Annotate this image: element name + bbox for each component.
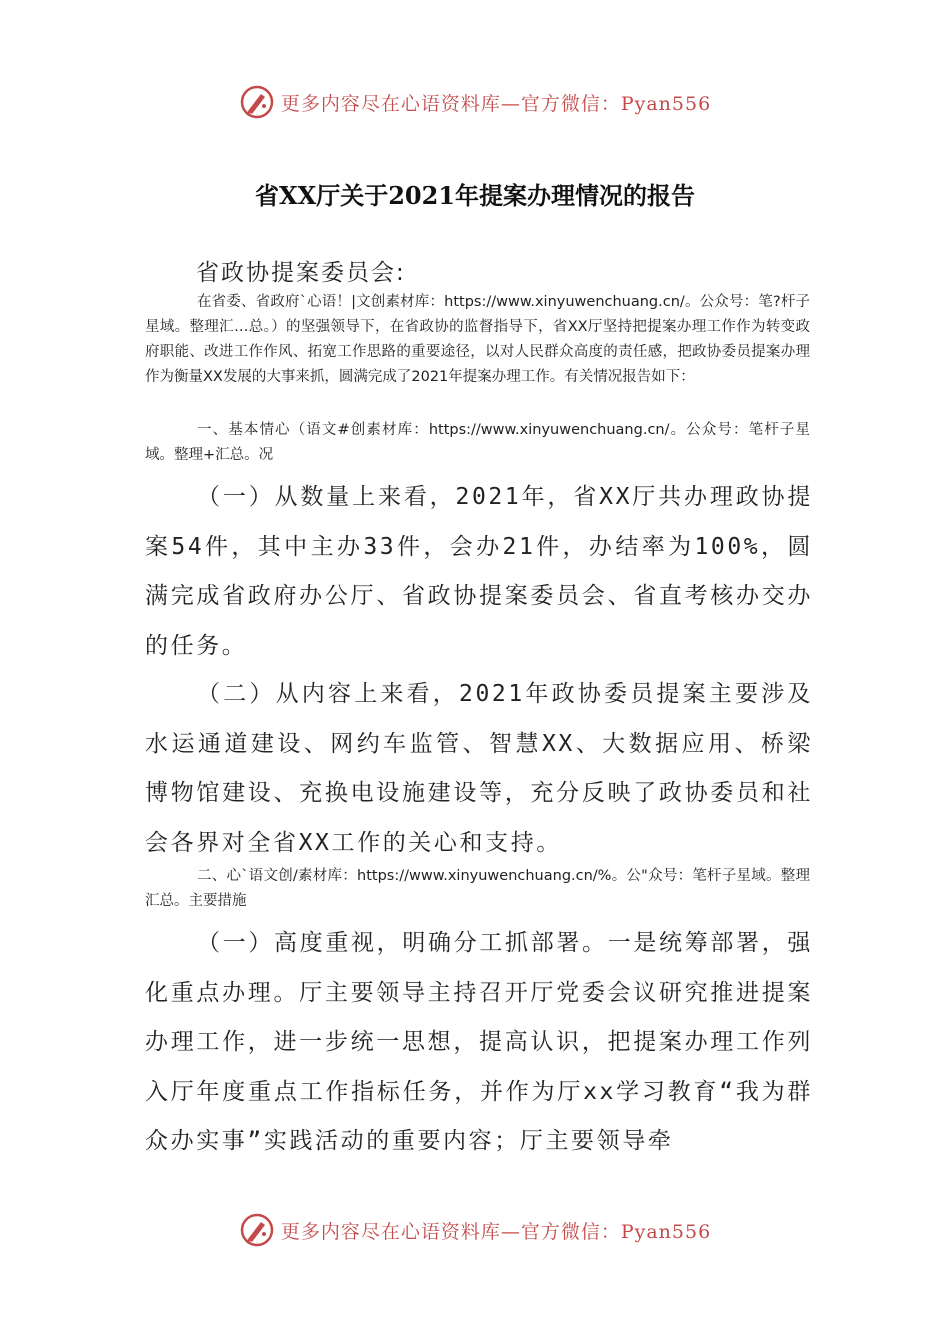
section1-heading: 一、基本情心（语文#创素材库：https://www.xinyuwenchuang.cn/。公众号：笔杆子星域。整理+汇总。况 — [145, 422, 810, 463]
document-title: 省XX厅关于2021年提案办理情况的报告 — [254, 181, 696, 210]
section1-paragraph-quantity: （一）从数量上来看，2021年，省XX厅共办理政协提案54件，其中主办33件，会办21件，办结率为100%，圆满完成省政府办公厅、省政协提案委员会、省直考核办交办的任务。 — [145, 484, 813, 659]
section1-paragraph-content: （二）从内容上来看，2021年政协委员提案主要涉及水运通道建设、网约车监管、智慧XX、大数据应用、桥梁博物馆建设、充换电设施建设等，充分反映了政协委员和社会各界对全省XX工作的关心和支持。 — [145, 681, 813, 856]
intro-paragraph: 在省委、省政府`心语！|文创素材库：https://www.xinyuwenchuang.cn/。公众号：笔?杆子星域。整理汇…总。）的坚强领导下，在省政协的监督指导下，省XX厅坚持把提案办理工作作为转变政府职能、改进工作作风、拓宽工作思路的重要途径，以对人民群众高度的责任感，把政协委员提案办理作为衡量XX发展的大事来抓，圆满完成了2021年提案办理工作。有关情况报告如下： — [145, 294, 810, 385]
watermark-banner-top — [0, 84, 950, 120]
section2-paragraph-measures: （一）高度重视，明确分工抓部署。一是统筹部署，强化重点办理。厅主要领导主持召开厅党委会议研究推进提案办理工作，进一步统一思想，提高认识，把提案办理工作列入厅年度重点工作指标任务，并作为厅xx学习教育“我为群众办实事”实践活动的重要内容；厅主要领导牵 — [145, 930, 813, 1154]
watermark-banner-bottom — [0, 1212, 950, 1248]
watermark-text: 更多内容尽在心语资料库—官方微信：Pyan556 — [280, 92, 712, 115]
watermark-text: 更多内容尽在心语资料库—官方微信：Pyan556 — [280, 1220, 712, 1243]
section2-heading: 二、心`语文创/素材库：https://www.xinyuwenchuang.cn/%。公"众号：笔杆子星域。整理汇总。主要措施 — [145, 868, 810, 909]
salutation: 省政协提案委员会: — [196, 260, 406, 286]
pen-logo-icon — [239, 84, 275, 120]
pen-logo-icon — [239, 1212, 275, 1248]
